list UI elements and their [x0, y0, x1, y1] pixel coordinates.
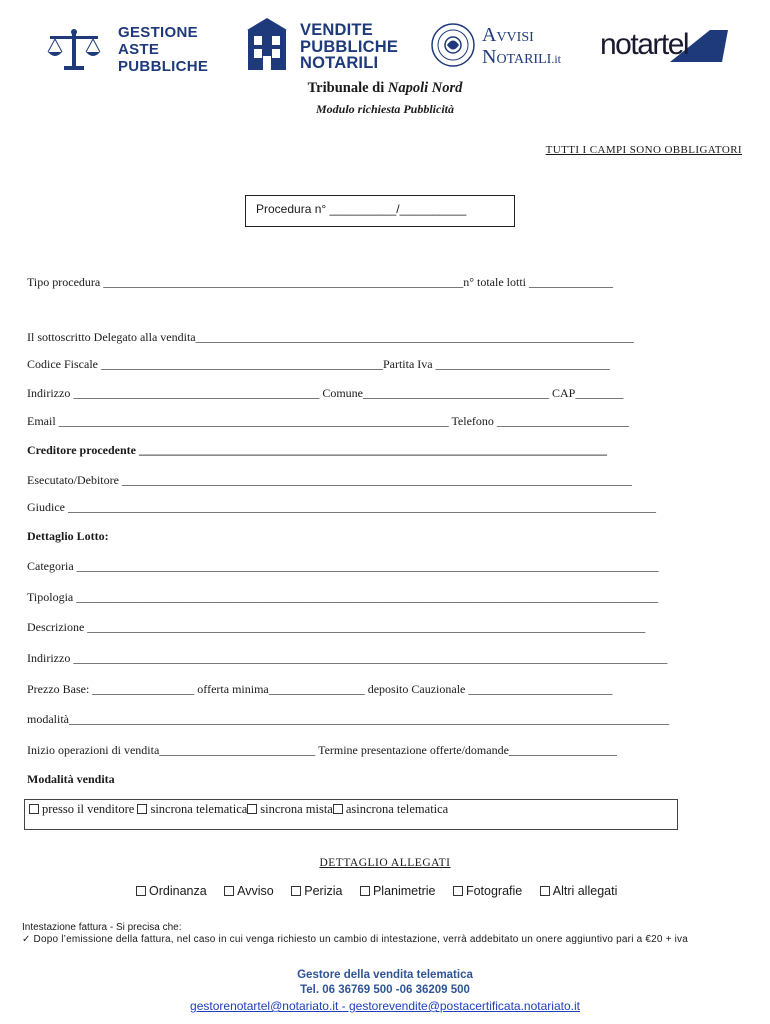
gestione-logo-line: PUBBLICHE [118, 58, 209, 75]
footer-manager: Gestore della vendita telematica [297, 969, 473, 981]
invoice-label: Intestazione fattura - Si precisa che: [22, 922, 182, 933]
gestione-logo-line: ASTE [118, 41, 160, 58]
court-title [0, 80, 770, 97]
vendite-logo-line: NOTARILI [300, 54, 379, 72]
notartel-logo-text: notartel [600, 28, 689, 61]
required-fields-note: TUTTI I CAMPI SONO OBBLIGATORI [545, 144, 742, 156]
checkbox-icon[interactable] [136, 886, 146, 896]
giudice-field[interactable]: Giudice __________________________________________________________________________________________________ [27, 500, 656, 514]
sale-mode-label: sincrona mista [260, 802, 333, 816]
gestione-aste-logo [44, 22, 234, 74]
codice-fiscale-field[interactable]: Codice Fiscale _______________________________________________Partita Iva _____________________________ [27, 357, 610, 371]
dettaglio-lotto-heading: Dettaglio Lotto: [27, 529, 109, 543]
attachment-option[interactable] [224, 884, 274, 898]
sale-mode-label: presso il venditore [42, 802, 135, 816]
court-name: Napoli Nord [387, 80, 463, 96]
attachment-option[interactable] [136, 884, 207, 898]
categoria-field[interactable]: Categoria _________________________________________________________________________________________________ [27, 559, 659, 573]
attachment-option[interactable] [540, 884, 618, 898]
procedure-number-field[interactable]: Procedura n° __________/__________ [245, 195, 515, 227]
prezzo-base-field[interactable]: Prezzo Base: _________________ offerta minima________________ deposito Cauzionale ________________________ [27, 682, 613, 696]
sale-mode-option[interactable] [137, 802, 247, 816]
attachment-label: Altri allegati [552, 884, 618, 898]
avvisi-notarili-logo [430, 20, 600, 70]
checkbox-icon[interactable] [247, 804, 257, 814]
indirizzo-lotto-field[interactable]: Indirizzo ___________________________________________________________________________________________________ [27, 651, 668, 665]
attachment-label: Ordinanza [149, 884, 207, 898]
notartel-logo [600, 26, 730, 66]
attachment-label: Planimetrie [372, 884, 436, 898]
module-title: Modulo richiesta Pubblicità [315, 102, 454, 116]
footer-emails-link[interactable]: gestorenotartel@notariato.it - gestorevendite@postacertificata.notariato.it [190, 999, 580, 1013]
checkbox-icon[interactable] [291, 886, 301, 896]
checkbox-icon[interactable] [540, 886, 550, 896]
checkbox-icon[interactable] [224, 886, 234, 896]
scale-of-justice-icon [44, 28, 104, 72]
gestione-logo-line: GESTIONE [118, 24, 198, 41]
footer-phone: Tel. 06 36769 500 -06 36209 500 [300, 984, 470, 996]
checkbox-icon[interactable] [29, 804, 39, 814]
vendite-logo-line: VENDITE [300, 21, 373, 39]
tipologia-field[interactable]: Tipologia _________________________________________________________________________________________________ [27, 590, 659, 604]
modalita-vendita-heading: Modalità vendita [27, 772, 115, 786]
sale-mode-option[interactable] [247, 802, 333, 816]
attachment-option[interactable] [453, 884, 522, 898]
modalita-field[interactable]: modalità____________________________________________________________________________________________________ [27, 712, 669, 726]
attachment-label: Fotografie [465, 884, 523, 898]
court-prefix: Tribunale di [307, 80, 385, 96]
attachments-row [136, 884, 696, 898]
avvisi-logo-suffix: .it [551, 52, 561, 66]
attachment-option[interactable] [291, 884, 342, 898]
sale-mode-option[interactable] [29, 802, 134, 816]
sale-mode-label: asincrona telematica [345, 802, 449, 816]
avvisi-logo-line: Notarili [482, 46, 552, 68]
logo-bar [0, 14, 770, 76]
attachments-title: DETTAGLIO ALLEGATI [319, 857, 451, 869]
vendite-pubbliche-logo [244, 16, 426, 74]
attachment-label: Perizia [304, 884, 343, 898]
checkbox-icon[interactable] [333, 804, 343, 814]
avvisi-logo-line: Avvisi [482, 24, 534, 46]
delegato-field[interactable]: Il sottoscritto Delegato alla vendita_________________________________________________________________________ [27, 330, 634, 344]
inizio-operazioni-field[interactable]: Inizio operazioni di vendita__________________________ Termine presentazione offerte/domande__________________ [27, 743, 617, 757]
invoice-note: ✓ Dopo l’emissione della fattura, nel caso in cui venga richiesto un cambio di intestazione, verrà addebitato un onere aggiuntivo pari a €20 + iva [22, 934, 689, 945]
email-field[interactable]: Email _________________________________________________________________ Telefono ______________________ [27, 414, 629, 428]
sale-mode-box [24, 799, 678, 830]
attachment-option[interactable] [360, 884, 436, 898]
vendite-logo-line: PUBBLICHE [300, 37, 399, 56]
building-icon [244, 16, 290, 72]
creditore-field[interactable]: Creditore procedente ______________________________________________________________________________ [27, 443, 607, 457]
sale-mode-option[interactable] [333, 802, 448, 816]
esecutato-field[interactable]: Esecutato/Debitore _____________________________________________________________________________________ [27, 473, 632, 487]
descrizione-field[interactable]: Descrizione _____________________________________________________________________________________________ [27, 620, 646, 634]
notarial-seal-icon [430, 22, 476, 68]
checkbox-icon[interactable] [137, 804, 147, 814]
checkbox-icon[interactable] [453, 886, 463, 896]
indirizzo-field[interactable]: Indirizzo _________________________________________ Comune_______________________________ CAP________ [27, 386, 624, 400]
checkbox-icon[interactable] [360, 886, 370, 896]
attachment-label: Avviso [237, 884, 274, 898]
sale-mode-label: sincrona telematica [150, 802, 248, 816]
tipo-procedura-field[interactable]: Tipo procedura ____________________________________________________________n° totale lotti ______________ [27, 275, 614, 289]
